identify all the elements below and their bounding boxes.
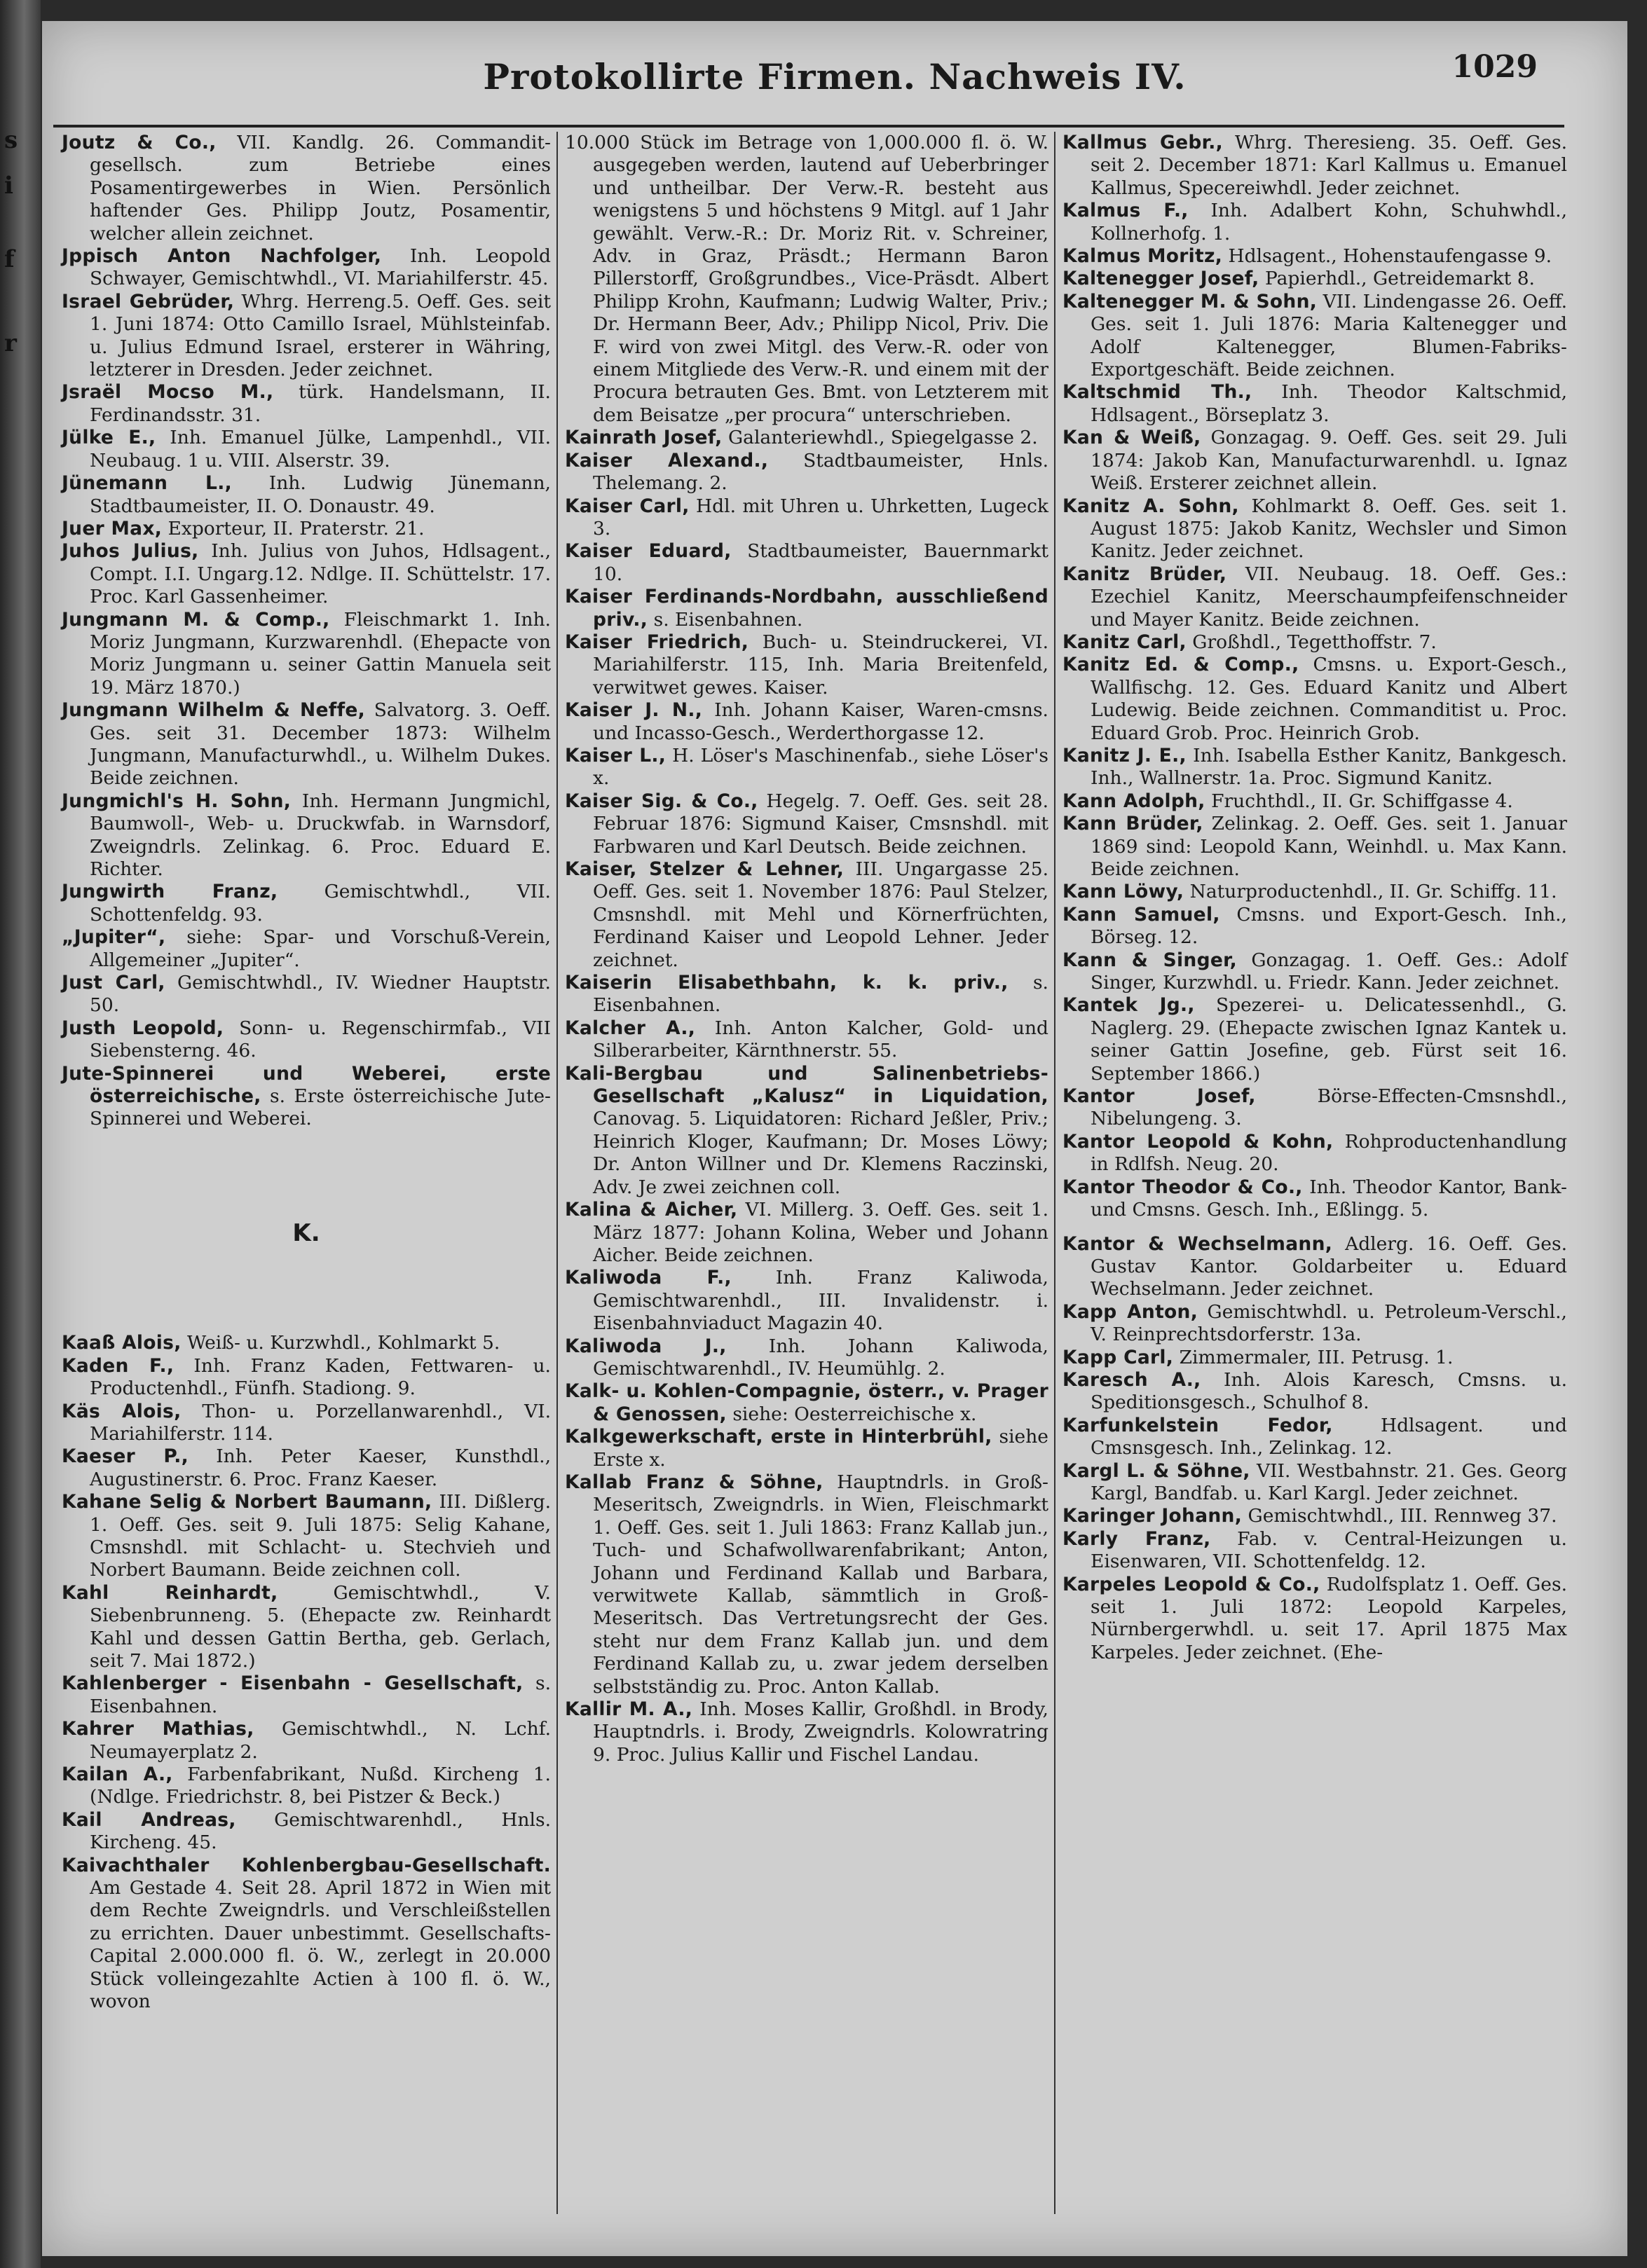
directory-entry	[62, 1355, 551, 1401]
firm-details: Salvatorg. 3. Oeff. Ges. seit 31. December 1873: Wilhelm Jungmann, Manufacturwhdl., u. Wilhelm Dukes. Beide zeichnen.	[90, 699, 551, 790]
firm-details: Farbenfabrikant, Nußd. Kircheng 1. (Ndlge. Friedrichstr. 8, bei Pistzer & Beck.)	[90, 1764, 551, 1808]
firm-details: s. Eisenbahnen.	[593, 972, 1048, 1017]
firm-details: Inh. Theodor Kantor, Bank- und Cmsns. Gesch. Inh., Eßlingg. 5.	[1091, 1176, 1567, 1221]
firm-name: Jünemann L.,	[62, 472, 232, 495]
firm-details: Gemischtwhdl., IV. Wiedner Hauptstr. 50.	[90, 972, 551, 1017]
firm-details: Gemischtwhdl. u. Petroleum-Verschl., V. Reinprechtsdorferstr. 13a.	[1091, 1300, 1567, 1346]
firm-name: Kalkgewerkschaft, erste in Hinterbrühl,	[565, 1426, 992, 1448]
directory-entry	[1062, 132, 1567, 200]
firm-details: Adlerg. 16. Oeff. Ges. Gustav Kantor. Goldarbeiter u. Eduard Wechselmann. Jeder zeichnet.	[1091, 1232, 1567, 1300]
page-number: 1029	[1451, 49, 1538, 85]
firm-details: Inh. Moses Kallir, Großhdl. in Brody, Hauptndrls. i. Brody, Zweigndrls. Kolowratring 9. Proc. Julius Kallir und Fischel Landau.	[593, 1698, 1048, 1766]
firm-name: Karfunkelstein Fedor,	[1062, 1414, 1333, 1436]
directory-entry	[1062, 268, 1567, 290]
firm-name: Kalcher A.,	[565, 1017, 696, 1039]
directory-entry	[565, 540, 1048, 586]
firm-details: VII. Kandlg. 26. Commandit-gesellsch. zum Betriebe eines Posamentirgewerbes in Wien. Persönlich haftender Ges. Philipp Joutz, Posamentir, welcher allein zeichnet.	[90, 132, 551, 245]
prev-page-glyph: i	[4, 172, 13, 200]
directory-entry	[62, 609, 551, 700]
firm-name: Kantor Josef,	[1062, 1085, 1256, 1108]
firm-details: Rudolfsplatz 1. Oeff. Ges. seit 1. Juli 1872: Leopold Karpeles, Nürnbergerwhdl. u. seit 17. April 1875 Max Karpeles. Jeder zeichnet. (Ehe-	[1091, 1573, 1567, 1663]
firm-name: Kaiser Alexand.,	[565, 449, 769, 472]
directory-entry	[62, 1063, 551, 1131]
firm-details: Fab. v. Central-Heizungen u. Eisenwaren, VII. Schottenfeldg. 12.	[1091, 1527, 1567, 1573]
directory-entry	[1062, 904, 1567, 949]
firm-name: Jppisch Anton Nachfolger,	[62, 245, 382, 268]
firm-details: Inh. Adalbert Kohn, Schuhwhdl., Kollnerhofg. 1.	[1091, 200, 1567, 245]
firm-details: Inh. Theodor Kaltschmid, Hdlsagent., Börseplatz 3.	[1091, 381, 1568, 426]
firm-name: Kailan A.,	[62, 1764, 173, 1785]
directory-entry	[1062, 654, 1567, 745]
firm-name: Kaiser Ferdinands-Nordbahn, ausschließend priv.,	[565, 586, 1048, 631]
prev-page-glyph: r	[4, 329, 17, 357]
directory-entry	[62, 1764, 551, 1809]
firm-name: Kaiser Friedrich,	[565, 631, 749, 653]
directory-entry	[62, 540, 551, 608]
firm-details: Rohproductenhandlung in Rdlfsh. Neug. 20.	[1091, 1130, 1567, 1176]
directory-entry	[565, 1426, 1048, 1471]
firm-details: Inh. Emanuel Jülke, Lampenhdl., VII. Neubaug. 1 u. VIII. Alserstr. 39.	[90, 427, 551, 472]
page-title: Protokollirte Firmen. Nachweis IV.	[483, 56, 1187, 97]
directory-entry	[565, 858, 1048, 972]
directory-entry	[1062, 813, 1567, 881]
firm-name: Kaltenegger M. & Sohn,	[1062, 290, 1318, 312]
firm-details: siehe: Oesterreichische x.	[732, 1403, 977, 1425]
directory-entry	[62, 1855, 551, 2014]
firm-name: Kantor Leopold & Kohn,	[1062, 1130, 1334, 1153]
firm-name: Kalmus F.,	[1062, 200, 1189, 222]
firm-name: Kalk- u. Kohlen-Compagnie, österr., v. Prager & Genossen,	[565, 1380, 1048, 1425]
firm-details: türk. Handelsmann, II. Ferdinandsstr. 31.	[90, 381, 551, 426]
firm-name: Kann & Singer,	[1062, 949, 1237, 971]
directory-entry	[1062, 949, 1567, 995]
firm-name: Kahlenberger - Eisenbahn - Gesellschaft,	[62, 1672, 524, 1695]
firm-details: Gemischtwhdl., V. Siebenbrunneng. 5. (Ehepacte zw. Reinhardt Kahl und dessen Gattin Bertha, geb. Gerlach, seit 7. Mai 1872.)	[90, 1581, 551, 1672]
directory-entry	[1062, 994, 1567, 1085]
firm-details: Whrg. Herreng.5. Oeff. Ges. seit 1. Juni 1874: Otto Camillo Israel, Mühlsteinfab. u. Julius Edmund Israel, ersterer in Währing, letzterer in Dresden. Jeder zeichnet.	[90, 290, 551, 381]
directory-entry	[1062, 745, 1567, 790]
firm-name: Jute-Spinnerei und Weberei, erste österreichische,	[62, 1062, 551, 1108]
directory-entry	[565, 790, 1048, 858]
firm-name: Kaiser, Stelzer & Lehner,	[565, 858, 845, 880]
directory-entry	[565, 450, 1048, 495]
directory-entry	[565, 745, 1048, 790]
firm-name: Jungmann Wilhelm & Neffe,	[62, 699, 366, 722]
firm-details: Canovag. 5. Liquidatoren: Richard Jeßler, Priv.; Heinrich Kloger, Kaufmann; Dr. Moses Löwy; Dr. Anton Willner und Dr. Klemens Raczinski, Adv. Je zwei zeichnen coll.	[593, 1108, 1048, 1198]
firm-details: s. Eisenbahnen.	[653, 608, 803, 631]
firm-name: Kaiser Sig. & Co.,	[565, 790, 758, 812]
firm-details: VII. Neubaug. 18. Oeff. Ges.: Ezechiel Kanitz, Meerschaumpfeifenschneider und Mayer Kanitz. Beide zeichnen.	[1091, 563, 1567, 631]
firm-name: Kaltschmid Th.,	[1062, 381, 1252, 404]
directory-entry	[62, 1401, 551, 1446]
firm-name: Kallmus Gebr.,	[1062, 132, 1223, 153]
firm-name: Kaiser Carl,	[565, 495, 690, 517]
firm-name: Kanitz Ed. & Comp.,	[1062, 654, 1299, 676]
firm-details: s. Eisenbahnen.	[90, 1672, 551, 1717]
firm-name: Juer Max,	[62, 517, 163, 539]
firm-details: Gemischtwarenhdl., Hnls. Kircheng. 45.	[90, 1808, 551, 1854]
directory-entry	[62, 1809, 551, 1855]
firm-details: Gemischtwhdl., N. Lchf. Neumayerplatz 2.	[90, 1718, 551, 1763]
directory-entry	[1062, 245, 1567, 268]
firm-name: Kanitz A. Sohn,	[1062, 495, 1239, 517]
firm-name: „Jupiter“,	[62, 926, 166, 949]
firm-details: Inh. Isabella Esther Kanitz, Bankgesch. Inh., Wallnerstr. 1a. Proc. Sigmund Kanitz.	[1091, 744, 1567, 790]
firm-name: Justh Leopold,	[62, 1017, 224, 1039]
firm-name: Kalina & Aicher,	[565, 1199, 738, 1221]
directory-entry	[1062, 631, 1567, 654]
directory-entry	[62, 291, 551, 382]
firm-details: Inh. Johann Kaiser, Waren-cmsns. und Incasso-Gesch., Werderthorgasse 12.	[593, 699, 1048, 744]
directory-entry	[62, 926, 551, 972]
directory-entry	[1062, 1233, 1567, 1301]
firm-details: Stadtbaumeister, Hnls. Thelemang. 2.	[593, 449, 1048, 495]
firm-name: Kaliwoda F.,	[565, 1267, 732, 1289]
firm-details: Inh. Leopold Schwayer, Gemischtwhdl., VI. Mariahilferstr. 45.	[90, 245, 551, 290]
firm-name: Karesch A.,	[1062, 1368, 1201, 1391]
firm-name: Kapp Carl,	[1062, 1346, 1174, 1368]
directory-entry	[565, 972, 1048, 1017]
header-rule	[53, 125, 1564, 128]
directory-entry	[1062, 563, 1567, 631]
firm-name: Kanitz J. E.,	[1062, 744, 1187, 767]
directory-entry	[1062, 1574, 1567, 1665]
directory-entry	[565, 1267, 1048, 1335]
directory-entry	[565, 1471, 1048, 1698]
firm-details: Fleischmarkt 1. Inh. Moriz Jungmann, Kurzwarenhdl. (Ehepacte von Moriz Jungmann u. seiner Gattin Manuela seit 19. März 1870.)	[90, 608, 551, 699]
firm-name: Kaiser L.,	[565, 744, 667, 767]
firm-name: Kann Samuel,	[1062, 903, 1220, 926]
directory-entry	[1062, 1415, 1567, 1460]
directory-entry	[565, 1335, 1048, 1381]
firm-name: Kaliwoda J.,	[565, 1335, 727, 1357]
column-2	[565, 132, 1048, 2214]
firm-details: Buch- u. Steindruckerei, VI. Mariahilferstr. 115, Inh. Maria Breitenfeld, verwitwet gewes. Kaiser.	[593, 631, 1048, 699]
directory-entry	[565, 1698, 1048, 1766]
directory-entry	[1062, 881, 1567, 903]
directory-entry	[62, 472, 551, 518]
firm-details: Inh. Alois Karesch, Cmsns. u. Speditionsgesch., Schulhof 8.	[1091, 1368, 1567, 1414]
firm-details: VI. Millerg. 3. Oeff. Ges. seit 1. März 1877: Johann Kolina, Weber und Johann Aicher. Beide zeichnen.	[593, 1199, 1048, 1266]
firm-name: Kanitz Carl,	[1062, 631, 1187, 653]
firm-name: Kanitz Brüder,	[1062, 563, 1227, 585]
firm-name: Kann Brüder,	[1062, 813, 1203, 835]
firm-details: Weiß- u. Kurzwhdl., Kohlmarkt 5.	[187, 1332, 500, 1354]
firm-details: Hegelg. 7. Oeff. Ges. seit 28. Februar 1876: Sigmund Kaiser, Cmsnshdl. mit Farbwaren und Karl Deutsch. Beide zeichnen.	[593, 790, 1048, 858]
directory-entry	[565, 1063, 1048, 1199]
firm-details: Galanteriewhdl., Spiegelgasse 2.	[727, 427, 1038, 449]
firm-details: VII. Lindengasse 26. Oeff. Ges. seit 1. Juli 1876: Maria Kaltenegger und Adolf Kaltenegger, Blumen-Fabriks-Exportgeschäft. Beide zeichnen.	[1091, 290, 1568, 381]
directory-entry	[62, 132, 551, 245]
firm-details: Inh. Anton Kalcher, Gold- und Silberarbeiter, Kärnthnerstr. 55.	[593, 1017, 1048, 1062]
directory-entry	[62, 1445, 551, 1491]
firm-name: Kali-Bergbau und Salinenbetriebs-Gesellschaft „Kalusz“ in Liquidation,	[565, 1062, 1048, 1108]
firm-name: Kahl Reinhardt,	[62, 1581, 278, 1604]
firm-name: Kaiserin Elisabethbahn, k. k. priv.,	[565, 972, 1009, 994]
firm-details: Fruchthdl., II. Gr. Schiffgasse 4.	[1211, 790, 1513, 812]
firm-details: siehe: Spar- und Vorschuß-Verein, Allgemeiner „Jupiter“.	[90, 926, 551, 971]
firm-name: Karly Franz,	[1062, 1527, 1211, 1550]
firm-name: Kaaß Alois,	[62, 1332, 182, 1354]
firm-name: Kaiser J. N.,	[565, 699, 703, 722]
firm-details: Gemischtwhdl., III. Rennweg 37.	[1248, 1505, 1557, 1527]
firm-name: Kaivachthaler Kohlenbergbau-Gesellschaft.	[62, 1854, 551, 1876]
directory-entry	[565, 427, 1048, 449]
firm-name: Kantor & Wechselmann,	[1062, 1232, 1333, 1255]
directory-entry	[565, 1017, 1048, 1063]
firm-name: Kaeser P.,	[62, 1445, 189, 1468]
firm-name: Israel Gebrüder,	[62, 290, 235, 312]
column-3	[1062, 132, 1567, 2214]
directory-entry	[565, 1380, 1048, 1426]
directory-page	[42, 21, 1627, 2256]
firm-details: Kohlmarkt 8. Oeff. Ges. seit 1. August 1875: Jakob Kanitz, Wechsler und Simon Kanitz. Jeder zeichnet.	[1091, 495, 1567, 563]
firm-name: Kallir M. A.,	[565, 1698, 693, 1721]
firm-details: Hdl. mit Uhren u. Uhrketten, Lugeck 3.	[593, 495, 1048, 539]
firm-details: Zimmermaler, III. Petrusg. 1.	[1179, 1346, 1454, 1368]
directory-entry	[565, 1199, 1048, 1267]
firm-details: Zelinkag. 2. Oeff. Ges. seit 1. Januar 1869 sind: Leopold Kann, Weinhdl. u. Max Kann. Beide zeichnen.	[1091, 813, 1567, 880]
directory-entry	[1062, 1131, 1567, 1176]
directory-entry	[62, 518, 551, 540]
firm-name: Kahrer Mathias,	[62, 1718, 254, 1740]
firm-details: Naturproductenhdl., II. Gr. Schiffg. 11.	[1189, 881, 1557, 903]
prev-page-glyph: f	[4, 245, 15, 273]
firm-details: Stadtbaumeister, Bauernmarkt 10.	[593, 540, 1048, 585]
firm-details: Börse-Effecten-Cmsnshdl., Nibelungeng. 3.	[1091, 1085, 1567, 1130]
directory-entry	[62, 1491, 551, 1582]
firm-name: Jungmann M. & Comp.,	[62, 608, 330, 631]
firm-name: Kalmus Moritz,	[1062, 245, 1223, 268]
firm-details: Inh. Franz Kaden, Fettwaren- u. Productenhdl., Fünfh. Stadiong. 9.	[90, 1354, 551, 1400]
firm-details: siehe Erste x.	[593, 1426, 1048, 1471]
column-divider	[1054, 132, 1055, 2214]
directory-entry	[1062, 1505, 1567, 1527]
firm-name: Kallab Franz & Söhne,	[565, 1471, 824, 1493]
directory-entry	[1062, 1460, 1567, 1506]
directory-entry	[1062, 1347, 1567, 1369]
firm-details: Gonzagag. 9. Oeff. Ges. seit 29. Juli 1874: Jakob Kan, Manufacturwarenhdl. u. Ignaz Weiß. Ersterer zeichnet allein.	[1091, 427, 1567, 495]
firm-details: Inh. Franz Kaliwoda, Gemischtwarenhdl., III. Invalidenstr. i. Eisenbahnviaduct Magazin 40.	[593, 1267, 1048, 1335]
directory-entry	[62, 245, 551, 291]
firm-name: Kahane Selig & Norbert Baumann,	[62, 1491, 432, 1513]
firm-name: Kaltenegger Josef,	[1062, 268, 1259, 290]
firm-name: Kantor Theodor & Co.,	[1062, 1176, 1303, 1198]
firm-details: III. Ungargasse 25. Oeff. Ges. seit 1. November 1876: Paul Stelzer, Cmsnshdl. mit Mehl und Körnerfrüchten, Ferdinand Kaiser und Leopold Lehner. Jeder zeichnet.	[593, 858, 1048, 971]
firm-name: Joutz & Co.,	[62, 132, 217, 153]
directory-entry	[1062, 1369, 1567, 1415]
firm-details: Hauptndrls. in Groß-Meseritsch, Zweigndrls. in Wien, Fleischmarkt 1. Oeff. Ges. seit 1. Juli 1863: Franz Kallab jun., Tuch- und Schafwollwarenfabrikant; Anton, Johann und Ferdinand Kallab und Barbara, verwitwete Kallab, sämmtlich in Groß-Meseritsch. Das Vertretungsrecht der Ges. steht nur dem Franz Kallab jun. und dem Ferdinand Kallab zu, u. zwar jedem derselben selbstständig zu. Proc. Anton Kallab.	[593, 1471, 1048, 1698]
directory-entry	[1062, 790, 1567, 813]
directory-entry	[1062, 495, 1567, 563]
firm-details: Whrg. Theresieng. 35. Oeff. Ges. seit 2. December 1871: Karl Kallmus u. Emanuel Kallmus, Specereiwhdl. Jeder zeichnet.	[1091, 132, 1567, 199]
firm-name: Kail Andreas,	[62, 1808, 236, 1831]
firm-details: Thon- u. Porzellanwarenhdl., VI. Mariahilferstr. 114.	[90, 1400, 552, 1445]
firm-name: Käs Alois,	[62, 1400, 182, 1422]
firm-details: Großhdl., Tegetthoffstr. 7.	[1192, 631, 1437, 653]
firm-details: Inh. Ludwig Jünemann, Stadtbaumeister, II. O. Donaustr. 49.	[90, 472, 551, 517]
firm-details: Inh. Peter Kaeser, Kunsthdl., Augustinerstr. 6. Proc. Franz Kaeser.	[90, 1445, 551, 1490]
directory-entry	[1062, 1301, 1567, 1347]
firm-details: Inh. Johann Kaliwoda, Gemischtwarenhdl., IV. Heumühlg. 2.	[593, 1335, 1048, 1380]
directory-entry	[1062, 1176, 1567, 1222]
firm-name: Kapp Anton,	[1062, 1300, 1198, 1323]
directory-entry	[62, 1582, 551, 1673]
directory-entry	[62, 427, 551, 472]
firm-name: Karinger Johann,	[1062, 1505, 1243, 1527]
firm-details: Gemischtwhdl., VII. Schottenfeldg. 93.	[90, 881, 551, 926]
firm-name: Kann Löwy,	[1062, 881, 1184, 903]
firm-details: III. Dißlerg. 1. Oeff. Ges. seit 9. Juli 1875: Selig Kahane, Cmsnshdl. mit Schlacht- u. Stechvieh und Norbert Baumann. Beide zeichnen coll.	[90, 1491, 551, 1581]
firm-details: Inh. Hermann Jungmichl, Baumwoll-, Web- u. Druckwfab. in Warnsdorf, Zweigndrls. Zelinkag. 6. Proc. Eduard E. Richter.	[90, 790, 551, 880]
firm-name: Kantek Jg.,	[1062, 994, 1195, 1017]
firm-details: s. Erste österreichische Jute-Spinnerei und Weberei.	[90, 1085, 551, 1130]
firm-name: Just Carl,	[62, 972, 165, 994]
directory-entry	[565, 631, 1048, 699]
firm-name: Kaiser Eduard,	[565, 540, 732, 563]
directory-entry	[565, 132, 1048, 427]
firm-details: VII. Westbahnstr. 21. Ges. Georg Kargl, Bandfab. u. Karl Kargl. Jeder zeichnet.	[1091, 1459, 1567, 1504]
directory-entry	[62, 381, 551, 427]
directory-entry	[1062, 200, 1567, 245]
firm-name: Kainrath Josef,	[565, 427, 723, 449]
directory-entry	[62, 790, 551, 881]
firm-details: H. Löser's Maschinenfab., siehe Löser's x.	[593, 744, 1048, 790]
directory-entry	[1062, 1085, 1567, 1131]
firm-name: Karpeles Leopold & Co.,	[1062, 1573, 1320, 1595]
prev-page-glyph: s	[4, 126, 18, 154]
firm-name: Jülke E.,	[62, 427, 156, 449]
previous-page-edge	[0, 0, 41, 2268]
firm-details: Papierhdl., Getreidemarkt 8.	[1264, 268, 1535, 290]
directory-entry	[1062, 1528, 1567, 1574]
firm-details: Am Gestade 4. Seit 28. April 1872 in Wien mit dem Rechte Zweigndrls. und Verschleißstellen zu errichten. Dauer unbestimmt. Gesellschafts-Capital 2.000.000 fl. ö. W., zerlegt in 20.000 Stück volleingezahlte Actien à 100 fl. ö. W., wovon	[90, 1877, 551, 2013]
column-divider	[556, 132, 558, 2214]
directory-entry	[1062, 427, 1567, 495]
firm-details: Cmsns. u. Export-Gesch., Wallfischg. 12. Ges. Eduard Kanitz und Albert Ludewig. Beide zeichnen. Commanditist u. Proc. Eduard Grob. Proc. Heinrich Grob.	[1091, 654, 1567, 744]
directory-entry	[62, 1017, 551, 1063]
firm-details: Cmsns. und Export-Gesch. Inh., Börseg. 12.	[1091, 903, 1567, 949]
firm-details: Sonn- u. Regenschirmfab., VII Siebensterng. 46.	[90, 1017, 551, 1062]
firm-details: Hdlsagent. und Cmsnsgesch. Inh., Zelinkag. 12.	[1091, 1414, 1567, 1459]
column-1	[62, 132, 551, 2214]
firm-details: Hdlsagent., Hohenstaufengasse 9.	[1228, 245, 1552, 268]
directory-entry	[62, 699, 551, 790]
directory-entry	[565, 495, 1048, 541]
firm-details: Gonzagag. 1. Oeff. Ges.: Adolf Singer, Kurzwhdl. u. Friedr. Kann. Jeder zeichnet.	[1091, 949, 1567, 994]
directory-entry	[1062, 381, 1567, 427]
firm-name: Juhos Julius,	[62, 540, 199, 563]
directory-entry	[62, 972, 551, 1017]
directory-entry	[62, 881, 551, 926]
firm-details: Exporteur, II. Praterstr. 21.	[168, 517, 425, 539]
section-letter: K.	[292, 1218, 320, 1247]
directory-entry	[1062, 291, 1567, 382]
firm-name: Kan & Weiß,	[1062, 427, 1201, 449]
firm-name: Kann Adolph,	[1062, 790, 1205, 812]
firm-name: Jsraël Mocso M.,	[62, 381, 274, 404]
firm-name: Jungwirth Franz,	[62, 881, 278, 903]
firm-details: Spezerei- u. Delicatessenhdl., G. Naglerg. 29. (Ehepacte zwischen Ignaz Kantek u. seiner Gattin Josefine, geb. Fürst seit 16. September 1866.)	[1091, 994, 1567, 1085]
directory-entry	[565, 699, 1048, 745]
firm-details: Inh. Julius von Juhos, Hdlsagent., Compt. I.I. Ungarg.12. Ndlge. II. Schüttelstr. 17. Proc. Karl Gassenheimer.	[90, 540, 551, 608]
firm-name: Jungmichl's H. Sohn,	[62, 790, 292, 812]
firm-name: Kargl L. & Söhne,	[1062, 1459, 1250, 1482]
directory-entry	[62, 1672, 551, 1718]
directory-entry	[62, 1332, 551, 1354]
firm-details: 10.000 Stück im Betrage von 1,000.000 fl. ö. W. ausgegeben werden, lautend auf Ueberbringer und untheilbar. Der Verw.-R. besteht aus wenigstens 5 und höchstens 9 Mitgl. auf 1 Jahr gewählt. Verw.-R.: Dr. Moriz Rit. v. Schreiner, Adv. in Graz, Präsdt.; Hermann Baron Pillerstorff, Großgrundbes., Vice-Präsdt. Albert Philipp Krohn, Kaufmann; Ludwig Walter, Priv.; Dr. Hermann Beer, Adv.; Philipp Nicol, Priv. Die F. wird von zwei Mitgl. des Verw.-R. oder von einem Mitgliede des Verw.-R. und einem mit der Procura betrauten Ges. Bmt. von Letzterem mit dem Beisatze „per procura“ unterschrieben.	[565, 132, 1048, 426]
firm-name: Kaden F.,	[62, 1354, 175, 1377]
directory-entry	[565, 586, 1048, 631]
directory-entry	[62, 1718, 551, 1764]
